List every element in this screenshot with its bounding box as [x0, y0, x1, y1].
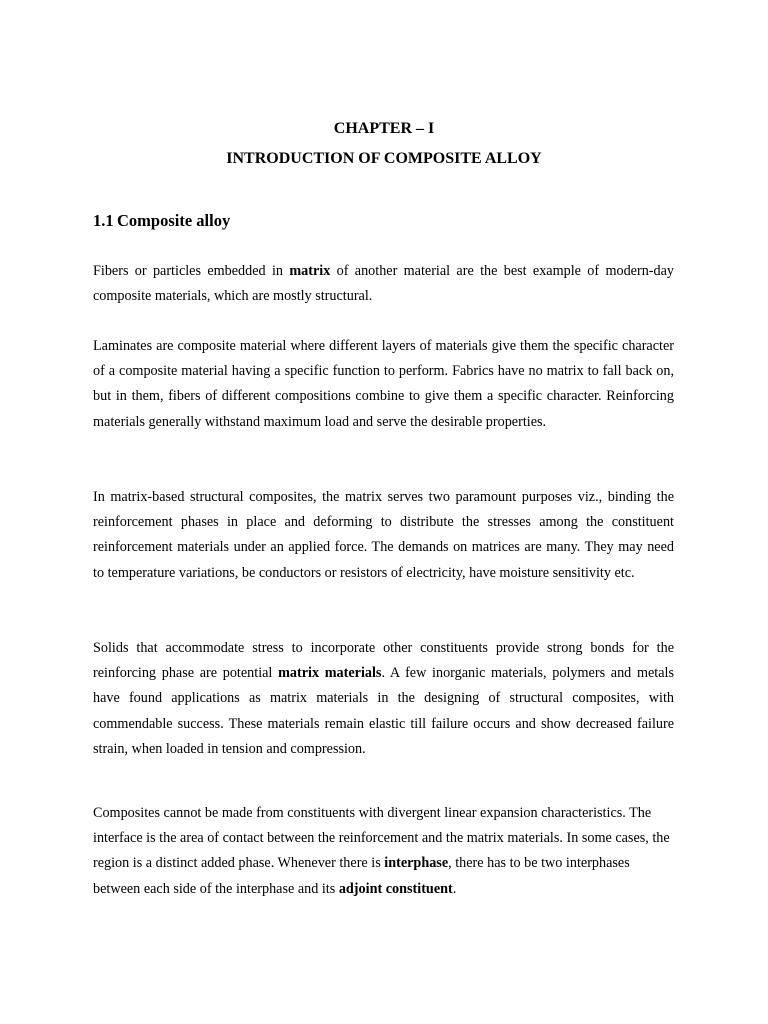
paragraph-text: Solids that accommodate stress to incorporate other constituents provide strong bonds for the reinforcing phase are potential	[93, 640, 674, 682]
bold-term-matrix: matrix	[289, 263, 331, 279]
section-number: 1.1	[93, 211, 114, 230]
paragraph-5	[93, 801, 674, 902]
paragraph-text: .	[452, 880, 457, 897]
paragraph-text: Composites cannot be made from constituents with divergent linear expansion characteristics. The interface is the area of contact between the reinforcement and the matrix materials. In some cases, the region is a distinct added phase. Whenever there is	[93, 805, 670, 872]
bold-term-interphase: interphase	[384, 855, 449, 872]
section-heading	[93, 211, 230, 231]
bold-term-matrix-materials: matrix materials	[278, 665, 382, 682]
chapter-title: INTRODUCTION OF COMPOSITE ALLOY	[226, 150, 542, 167]
paragraph-4	[93, 636, 674, 762]
paragraph-text: , there has to be two interphases between each side of the interphase and its	[93, 855, 630, 897]
bold-term-adjoint-constituent: adjoint constituent	[338, 880, 453, 897]
paragraph-text: of another material are the best example of modern-day composite materials, which are mostly structural.	[93, 263, 674, 305]
paragraph-2: Laminates are composite material where different layers of materials give them the specific character of a composite material having a specific function to perform. Fabrics have no matrix to fall back on, but in them, fibers of different compositions combine to give them a specific character. Reinforcing materials generally withstand maximum load and serve the desirable properties.	[93, 338, 674, 430]
paragraph-3: In matrix-based structural composites, the matrix serves two paramount purposes viz., binding the reinforcement phases in place and deforming to distribute the stresses among the constituent reinforcement materials under an applied force. The demands on matrices are many. They may need to temperature variations, be conductors or resistors of electricity, have moisture sensitivity etc.	[93, 489, 674, 581]
section-title: Composite alloy	[117, 211, 231, 230]
chapter-label: CHAPTER – I	[333, 120, 435, 137]
paragraph-text: Fibers or particles embedded in	[93, 263, 290, 279]
paragraph-text: . A few inorganic materials, polymers and metals have found applications as matrix materials in the designing of structural composites, with commendable success. These materials remain elastic till failure occurs and show decreased failure strain, when loaded in tension and compression.	[93, 665, 674, 757]
paragraph-1	[93, 259, 674, 309]
